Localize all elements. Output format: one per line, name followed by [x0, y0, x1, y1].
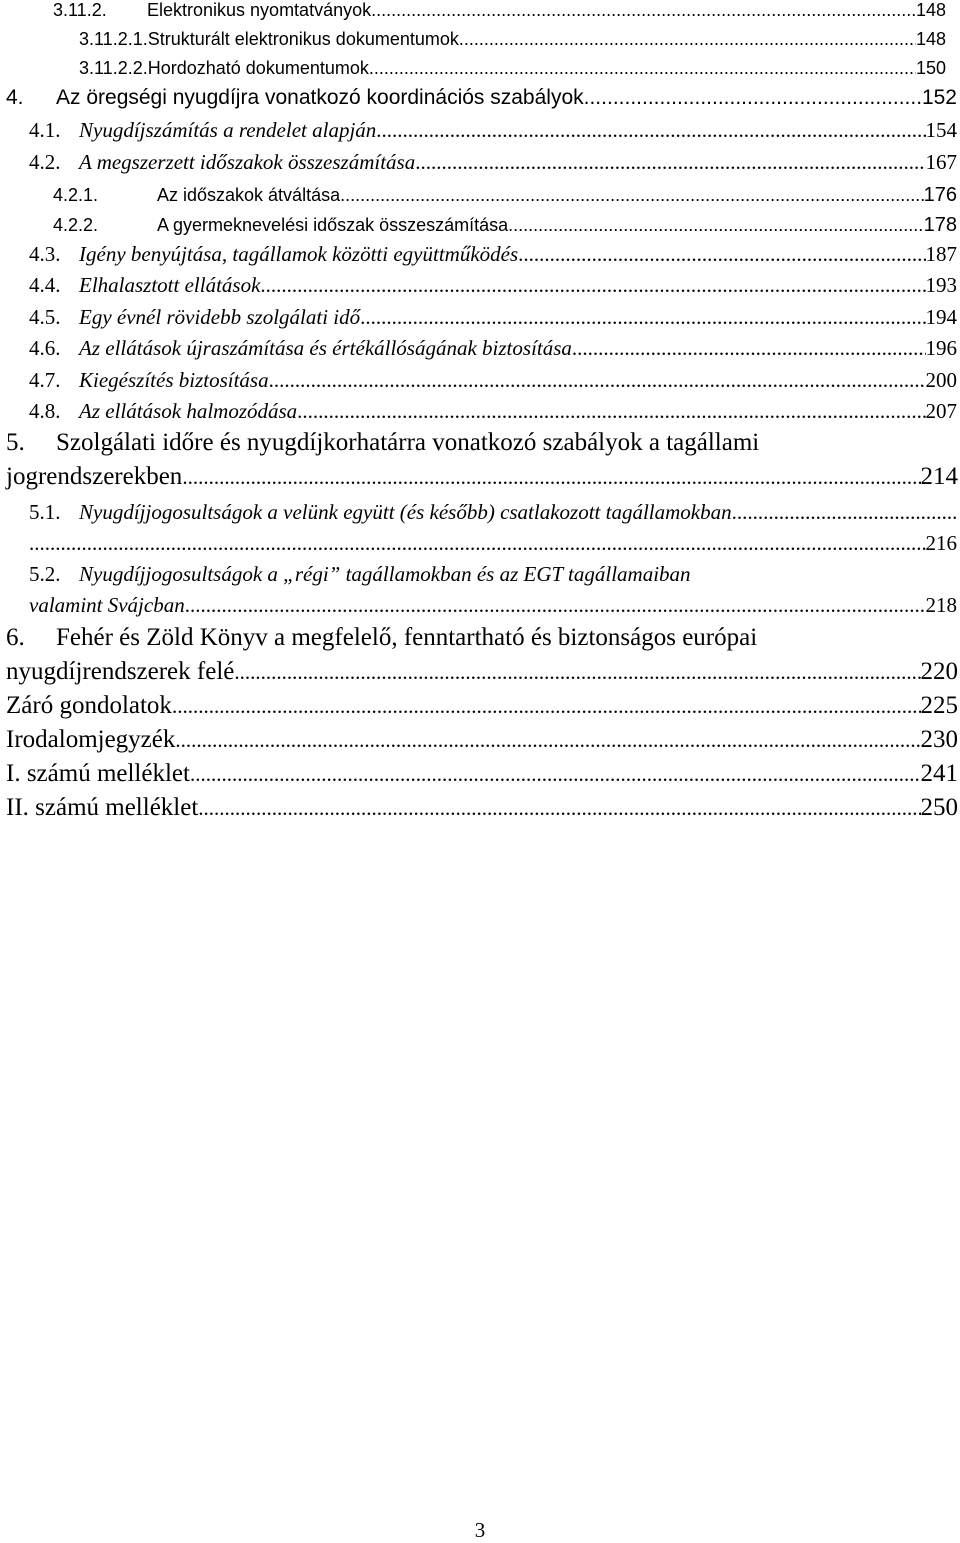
toc-entry-line: [29, 531, 957, 556]
toc-entry-page: 152: [921, 86, 957, 109]
toc-entry-title: Egy évnél rövidebb szolgálati idő: [79, 305, 361, 329]
dot-leader: [369, 58, 916, 79]
dot-leader: [185, 593, 926, 618]
dot-leader: [260, 273, 925, 298]
toc-entry-page: 148: [915, 0, 946, 20]
toc-entry-number: 4.: [6, 86, 24, 109]
toc-entry-title: A megszerzett időszakok összeszámítása: [79, 150, 416, 174]
dot-leader: [584, 86, 922, 110]
toc-entry-page: 214: [920, 463, 958, 490]
toc-entry-number: 3.11.2.1.: [79, 29, 148, 49]
toc-entry[interactable]: [79, 58, 946, 79]
toc-entry[interactable]: [6, 726, 958, 754]
toc-entry-line: [29, 500, 957, 525]
toc-entry-page: 150: [915, 58, 946, 78]
dot-leader: [234, 660, 920, 685]
toc-entry[interactable]: [53, 214, 957, 237]
toc-entry-line: [6, 658, 958, 686]
toc-entry-number: 4.8.: [29, 399, 61, 423]
toc-entry-number: 4.1.: [29, 118, 61, 142]
toc-entry-page: 154: [925, 118, 957, 142]
toc-entry-title: Az ellátások újraszámítása és értékállóságának biztosítása: [79, 336, 572, 360]
dot-leader: [29, 531, 926, 556]
dot-leader: [508, 215, 923, 236]
dot-leader: [269, 368, 926, 393]
toc-entry-page: 187: [925, 242, 957, 266]
dot-leader: [190, 762, 921, 787]
toc-entry-line: [6, 624, 757, 652]
toc-entry-number: 4.2.2.: [53, 215, 99, 235]
toc-entry-line: [6, 463, 958, 491]
toc-entry-page: 216: [925, 531, 957, 555]
toc-entry-title: Hordozható dokumentumok: [147, 58, 369, 78]
toc-entry-page: 220: [920, 658, 958, 685]
dot-leader: [376, 118, 925, 143]
toc-entry-line: [6, 429, 759, 457]
toc-entry-page: 230: [920, 726, 958, 753]
toc-entry-number: 4.7.: [29, 368, 61, 392]
toc-entry-title: Fehér és Zöld Könyv a megfelelő, fenntartható és biztonságos európai: [56, 624, 758, 651]
toc-entry-number: 4.2.1.: [53, 185, 99, 205]
page-number: 3: [474, 1518, 486, 1542]
toc-entry-number: 5.2.: [29, 562, 61, 586]
toc-entry-title-cont: nyugdíjrendszerek felé: [6, 658, 235, 685]
toc-entry[interactable]: [29, 242, 957, 267]
toc-entry-page: 178: [923, 214, 957, 236]
toc-entry-page: 200: [925, 368, 957, 392]
toc-entry-page: 250: [920, 794, 958, 821]
toc-entry-number: 4.2.: [29, 150, 61, 174]
toc-entry-page: 194: [925, 305, 957, 329]
dot-leader: [732, 500, 957, 525]
dot-leader: [415, 150, 925, 175]
toc-entry[interactable]: [79, 29, 946, 50]
dot-leader: [297, 399, 925, 424]
dot-leader: [371, 0, 916, 21]
toc-entry-page: 196: [925, 336, 957, 360]
toc-entry-number: 5.1.: [29, 500, 61, 524]
toc-entry-title: Elektronikus nyomtatványok: [147, 0, 372, 20]
dot-leader: [175, 728, 920, 753]
toc-entry-page: 167: [925, 150, 957, 174]
toc-entry-number: 4.6.: [29, 336, 61, 360]
toc-entry-page: 207: [925, 399, 957, 423]
toc-entry-title: Az öregségi nyugdíjra vonatkozó koordinációs szabályok: [56, 86, 584, 109]
toc-entry[interactable]: [29, 273, 957, 298]
toc-entry-title: Elhalasztott ellátások: [79, 273, 261, 297]
dot-leader: [198, 796, 920, 821]
toc-entry-title: Nyugdíjjogosultságok a velünk együtt (és később) csatlakozott tagállamokban: [79, 500, 732, 524]
toc-entry-number: 6.: [6, 624, 25, 651]
toc-entry[interactable]: [29, 399, 957, 424]
toc-entry[interactable]: [6, 794, 958, 822]
toc-entry-number: 4.4.: [29, 273, 61, 297]
toc-entry-title: Záró gondolatok: [6, 692, 172, 719]
toc-entry-page: 193: [925, 273, 957, 297]
toc-entry-title: Strukturált elektronikus dokumentumok: [147, 29, 459, 49]
toc-entry-title: Az időszakok átváltása: [157, 185, 341, 205]
toc-entry-number: 5.: [6, 429, 25, 456]
toc-entry[interactable]: [53, 184, 957, 207]
dot-leader: [182, 465, 920, 490]
toc-entry[interactable]: [29, 150, 957, 175]
toc-entry[interactable]: [6, 760, 958, 788]
toc-entry[interactable]: [53, 0, 946, 21]
toc-entry-page: 218: [925, 593, 957, 617]
toc-entry[interactable]: [29, 305, 957, 330]
toc-entry[interactable]: [29, 368, 957, 393]
toc-entry-line: [29, 593, 957, 618]
toc-entry-number: 3.11.2.2.: [79, 58, 148, 78]
toc-entry-line: [29, 562, 691, 587]
toc-entry-number: 4.5.: [29, 305, 61, 329]
toc-entry-title-cont: jogrendszerekben: [6, 463, 183, 490]
toc-entry-title: Igény benyújtása, tagállamok közötti együttműködés: [79, 242, 519, 266]
toc-entry-title: I. számú melléklet: [6, 760, 190, 787]
toc-entry-title: Az ellátások halmozódása: [79, 399, 298, 423]
toc-entry-title-cont: valamint Svájcban: [29, 593, 185, 617]
toc-entry-title: A gyermeknevelési időszak összeszámítása: [157, 215, 509, 235]
toc-entry-title: Kiegészítés biztosítása: [79, 368, 269, 392]
toc-entry[interactable]: [29, 336, 957, 361]
toc-entry-title: Szolgálati időre és nyugdíjkorhatárra vonatkozó szabályok a tagállami: [56, 429, 760, 456]
dot-leader: [572, 336, 926, 361]
toc-entry-number: 3.11.2.: [53, 0, 107, 20]
toc-entry-title: Nyugdíjszámítás a rendelet alapján: [79, 118, 377, 142]
dot-leader: [518, 242, 925, 267]
toc-entry[interactable]: [6, 86, 957, 110]
toc-entry-page: 176: [923, 184, 957, 206]
toc-entry-title: Nyugdíjjogosultságok a „régi” tagállamokban és az EGT tagállamaiban: [79, 562, 691, 586]
toc-entry[interactable]: [6, 692, 958, 720]
toc-entry-page: 225: [920, 692, 958, 719]
dot-leader: [360, 305, 925, 330]
dot-leader: [172, 694, 921, 719]
toc-entry[interactable]: [29, 118, 957, 143]
toc-entry-page: 241: [920, 760, 958, 787]
toc-entry-page: 148: [915, 29, 946, 49]
toc-entry-title: Irodalomjegyzék: [6, 726, 176, 753]
toc-entry-title: II. számú melléklet: [6, 794, 199, 821]
dot-leader: [340, 185, 924, 206]
toc-entry-number: 4.3.: [29, 242, 61, 266]
dot-leader: [459, 29, 916, 50]
